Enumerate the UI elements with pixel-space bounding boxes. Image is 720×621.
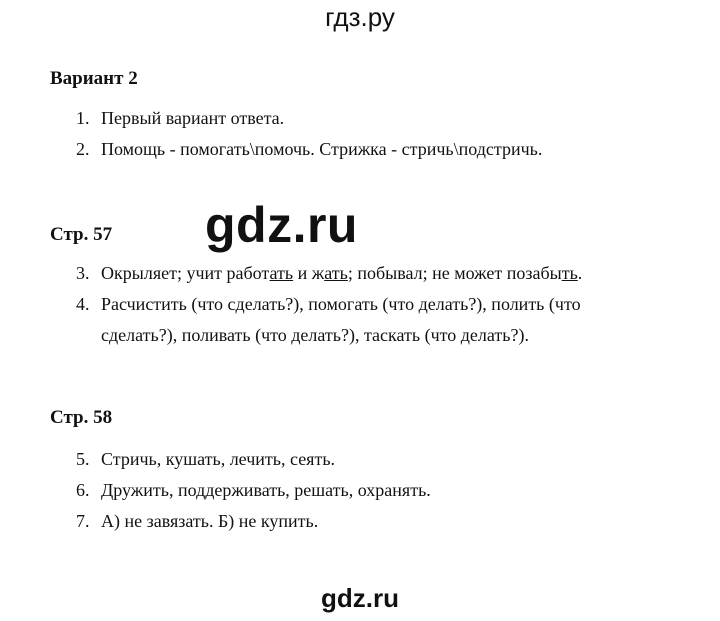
item-text: Первый вариант ответа. <box>101 108 285 128</box>
item-text-line-1: Расчистить (что сделать?), помогать (что делать?), полить (что <box>101 294 581 314</box>
text-part: ; побывал; не может позабы <box>347 263 562 283</box>
text-part: . <box>577 263 583 283</box>
item-number: 4. <box>76 294 90 314</box>
item-text-line-2: сделать?), поливать (что делать?), таскать (что делать?). <box>101 325 529 345</box>
answer-item <box>76 134 696 165</box>
item-number: 6. <box>76 480 90 500</box>
underlined-ending: ать <box>269 263 294 283</box>
answer-list-page-58 <box>76 444 696 537</box>
answer-item <box>76 103 696 134</box>
answer-item <box>76 475 696 506</box>
item-text: Помощь - помогать\помочь. Стрижка - стричь\подстричь. <box>101 139 543 159</box>
watermark-logo: gdz.ru <box>205 197 358 253</box>
item-text: Дружить, поддерживать, решать, охранять. <box>101 480 431 500</box>
site-header: гдз.ру <box>325 2 395 32</box>
answer-item <box>76 289 696 351</box>
section-heading-page-57: Стр. 57 <box>50 224 113 245</box>
item-text: А) не завязать. Б) не купить. <box>101 511 319 531</box>
site-footer: gdz.ru <box>321 583 399 613</box>
text-part: Окрыляет; учит работ <box>101 263 270 283</box>
section-heading-page-58: Стр. 58 <box>50 407 113 428</box>
item-number: 7. <box>76 511 90 531</box>
item-number: 2. <box>76 139 90 159</box>
item-text <box>101 263 582 283</box>
text-part: и ж <box>293 263 325 283</box>
item-number: 5. <box>76 449 90 469</box>
item-text: Стричь, кушать, лечить, сеять. <box>101 449 336 469</box>
item-number: 3. <box>76 263 90 283</box>
answer-item <box>76 444 696 475</box>
item-number: 1. <box>76 108 90 128</box>
answer-list-variant-2 <box>76 103 696 165</box>
answer-item <box>76 506 696 537</box>
underlined-ending: ать <box>324 263 348 283</box>
section-heading-variant-2: Вариант 2 <box>50 68 138 89</box>
answer-list-page-57 <box>76 258 696 351</box>
answer-item <box>76 258 696 289</box>
underlined-ending: ть <box>561 263 578 283</box>
